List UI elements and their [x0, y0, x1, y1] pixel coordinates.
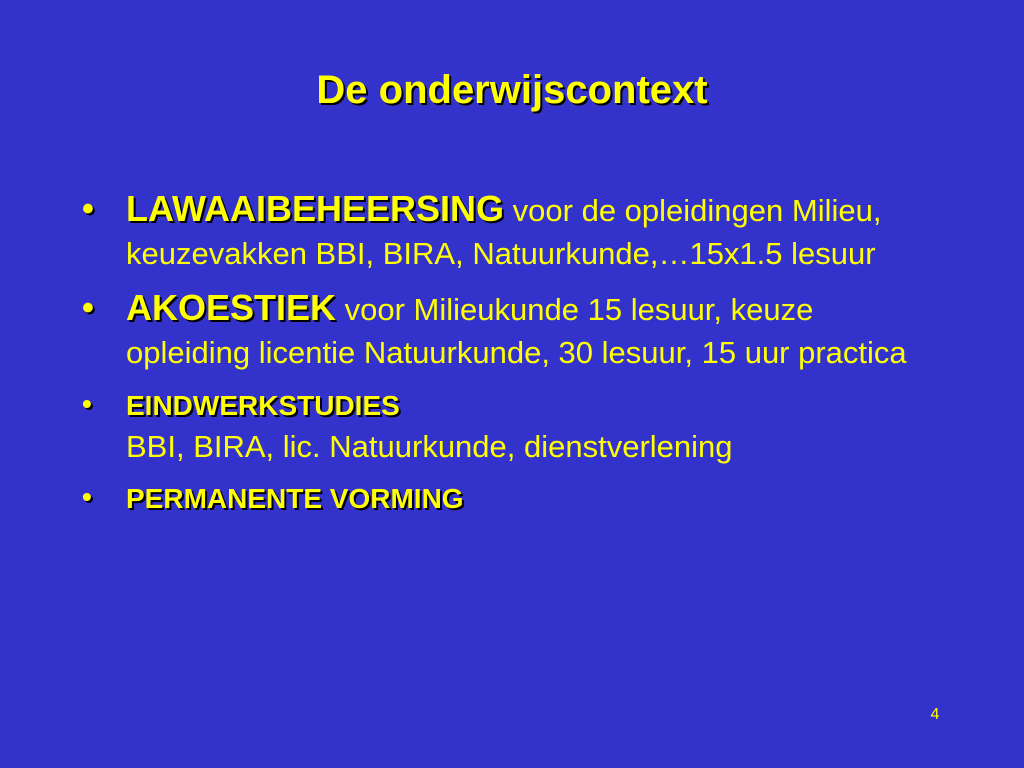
- bullet-item-lawaaibeheersing: [82, 188, 942, 275]
- bullet-marker: •: [82, 388, 92, 419]
- bullet-text: voor Milieukunde 15 lesuur, keuze opleiding licentie Natuurkunde, 30 lesuur, 15 uur practica: [126, 292, 907, 370]
- bullet-keyword: LAWAAIBEHEERSING: [126, 188, 505, 229]
- bullet-item-permanente-vorming: [82, 477, 942, 519]
- slide-title: De onderwijscontext: [316, 68, 708, 112]
- bullet-item-eindwerkstudies: [82, 384, 942, 467]
- bullet-list: [82, 188, 942, 519]
- bullet-text: voor de opleidingen Milieu, keuzevakken BBI, BIRA, Natuurkunde,…15x1.5 lesuur: [126, 193, 882, 271]
- bullet-item-akoestiek: [82, 287, 942, 374]
- bullet-marker: •: [82, 289, 94, 327]
- bullet-text: BBI, BIRA, lic. Natuurkunde, dienstverlening: [126, 429, 733, 464]
- bullet-keyword: AKOESTIEK: [126, 287, 337, 328]
- slide-number: 4: [930, 706, 940, 723]
- bullet-keyword: EINDWERKSTUDIES: [126, 390, 400, 421]
- bullet-marker: •: [82, 190, 94, 228]
- bullet-marker: •: [82, 481, 92, 512]
- bullet-keyword: PERMANENTE VORMING: [126, 483, 464, 514]
